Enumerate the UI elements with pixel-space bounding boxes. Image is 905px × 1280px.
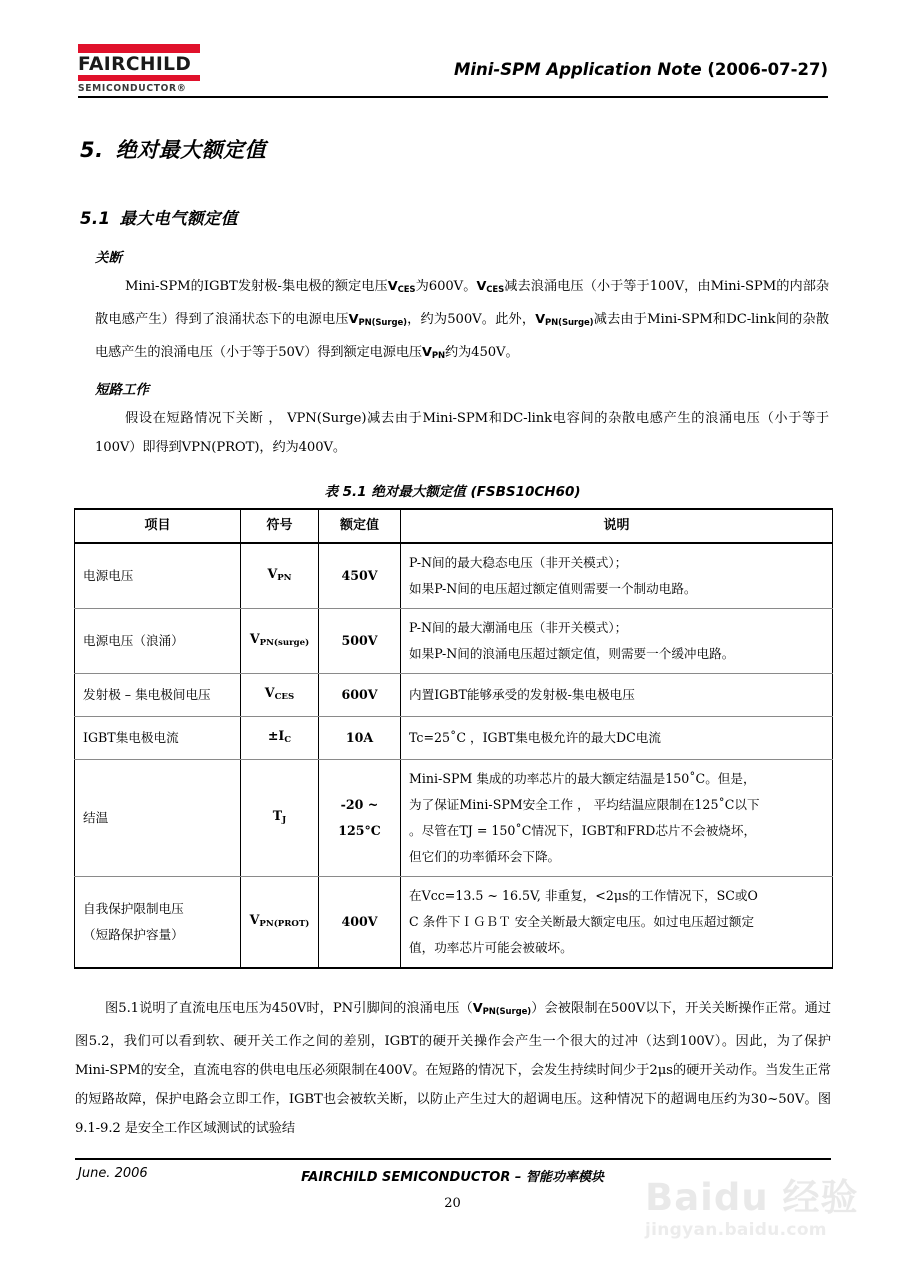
cell-symbol — [241, 759, 319, 876]
cell-rating: 10A — [319, 716, 401, 759]
section-turn-off-title: 关断 — [95, 250, 122, 266]
table-row — [75, 759, 833, 876]
cell-description-line: Tc=25˚C ，IGBT集电极允许的最大DC电流 — [409, 729, 661, 745]
cell-description-line: 。尽管在TJ = 150˚C情况下，IGBT和FRD芯片不会被烧坏， — [409, 822, 757, 838]
table-row — [75, 543, 833, 609]
cell-symbol — [241, 609, 319, 674]
header-title-italic: Mini-SPM Application Note — [453, 60, 708, 79]
watermark-url: jingyan.baidu.com — [645, 1220, 827, 1240]
cell-description — [401, 609, 833, 674]
section-turn-off — [95, 246, 829, 371]
logo-red-bar-mid — [78, 75, 200, 81]
footer-company: FAIRCHILD SEMICONDUCTOR – 智能功率模块 — [301, 1170, 604, 1185]
cell-item: IGBT集电极电流 — [75, 716, 241, 759]
cell-symbol — [241, 674, 319, 717]
subsection-title: 最大电气额定值 — [119, 209, 238, 228]
header-divider — [78, 96, 828, 98]
cell-description — [401, 716, 833, 759]
header-title — [454, 60, 828, 79]
cell-rating — [319, 759, 401, 876]
cell-description-line: 值，功率芯片可能会被破坏。 — [409, 939, 573, 955]
cell-item: 结温 — [75, 759, 241, 876]
symbol-main: V — [249, 631, 260, 647]
cell-description-line: 为了保证Mini-SPM安全工作 ， 平均结温应限制在125˚C以下 — [409, 796, 760, 812]
spec-table-wrapper — [74, 508, 832, 969]
cell-item-line: 自我保护限制电压 — [83, 900, 184, 916]
cell-item-line: （短路保护容量） — [83, 926, 184, 942]
symbol-main: V — [249, 911, 260, 927]
section-short-circuit-paragraph: 假设在短路情况下关断 ， VPN(Surge)减去由于Mini-SPM和DC-link电容间的杂散电感产生的浪涌电压（小于等于100V）即得到VPN(PROT)，约为400V。 — [95, 411, 829, 455]
symbol-main: ±I — [267, 727, 285, 743]
symbol-subscript: C — [284, 734, 292, 745]
page-header — [78, 44, 828, 100]
header-title-date: (2006-07-27) — [707, 60, 828, 79]
cell-description-line: C 条件下ＩＧＢＴ 安全关断最大额定电压。如过电压超过额定 — [409, 913, 755, 929]
symbol-main: V — [264, 685, 275, 700]
cell-description-line: 如果P-N间的电压超过额定值则需要一个制动电路。 — [409, 581, 697, 596]
cell-rating: 450V — [319, 543, 401, 609]
cell-item: 电源电压（浪涌） — [75, 609, 241, 674]
cell-description-line: 在Vcc=13.5 ~ 16.5V, 非重复，<2μs的工作情况下，SC或O — [409, 887, 758, 903]
logo-red-bar-top — [78, 44, 200, 53]
subsection-heading-5-1 — [80, 205, 238, 229]
cell-description-line: P-N间的最大潮涌电压（非开关模式）； — [409, 620, 628, 635]
section-short-circuit — [95, 378, 829, 462]
footer-date: June. 2006 — [78, 1166, 148, 1181]
closing-paragraph: 图5.1说明了直流电压电压为450V时，PN引脚间的浪涌电压$(V_{PN(Surge)})$会被限制在500V以下，开关关断操作正常。通过图5.2，我们可以看到软、硬开关工作之间的差别，IGBT的硬开关操作会产生一个很大的过冲（达到100V）。因此，为了保护Mini-SPM的安全，直流电容的供电电压必须限制在400V。在短路的情况下，会发生持续时间少于2μs的硬开关动作。当发生正常的短路故障，保护电路会立即工作，IGBT也会被软关断，以防止产生过大的超调电压。这种情况下的超调电压约为30~50V。图 9.1-9.2 是安全工作区域测试的试验结 — [75, 1001, 831, 1136]
col-header-item: 项目 — [75, 509, 241, 543]
table-row — [75, 609, 833, 674]
cell-symbol — [241, 716, 319, 759]
col-header-symbol: 符号 — [241, 509, 319, 543]
cell-rating-line: 125°C — [338, 822, 381, 838]
cell-description — [401, 876, 833, 968]
cell-description — [401, 543, 833, 609]
cell-item: 发射极 – 集电极间电压 — [75, 674, 241, 717]
table-header-row — [75, 509, 833, 543]
section-turn-off-paragraph: Mini-SPM的IGBT发射极-集电极的额定电压$V_{CES}$为600V。$V_{CES}$减去浪涌电压（小于等于100V，由Mini-SPM的内部杂散电感产生）得到了浪涌状态下的电源电压$V_{PN(Surge)}$，约为500V。此外，$V_{PN(Surge)}$减去由于Mini-SPM和DC-link间的杂散电感产生的浪涌电压（小于等于50V）得到额定电源电压$V_{PN}$约为450V。 — [95, 279, 829, 361]
absolute-maximum-ratings-table — [74, 508, 833, 969]
cell-rating: 600V — [319, 674, 401, 717]
fairchild-logo — [78, 44, 206, 94]
cell-description — [401, 674, 833, 717]
cell-rating: 400V — [319, 876, 401, 968]
cell-item: 电源电压 — [75, 543, 241, 609]
symbol-subscript: PN(surge) — [259, 637, 310, 648]
section-heading-5 — [80, 134, 266, 164]
subsection-number: 5.1 — [80, 209, 111, 228]
col-header-rating: 额定值 — [319, 509, 401, 543]
logo-subtitle: SEMICONDUCTOR® — [78, 83, 187, 94]
cell-symbol — [241, 876, 319, 968]
cell-description-line: 但它们的功率循环会下降。 — [409, 848, 561, 864]
symbol-subscript: J — [282, 814, 287, 825]
page-number: 20 — [444, 1196, 461, 1211]
cell-description-line: 内置IGBT能够承受的发射极-集电极电压 — [409, 686, 635, 702]
table-row — [75, 876, 833, 968]
table-row — [75, 716, 833, 759]
table-caption: 表 5.1 绝对最大额定值 (FSBS10CH60) — [324, 484, 581, 500]
logo-wordmark: FAIRCHILD — [78, 53, 192, 75]
symbol-main: T — [272, 807, 283, 823]
cell-description — [401, 759, 833, 876]
watermark-brand: Baidu 经验 — [645, 1176, 859, 1219]
col-header-description: 说明 — [401, 509, 833, 543]
section-title: 绝对最大额定值 — [115, 138, 267, 162]
symbol-main: V — [267, 566, 278, 582]
cell-symbol — [241, 543, 319, 609]
section-number: 5. — [80, 138, 104, 162]
cell-rating: 500V — [319, 609, 401, 674]
section-short-circuit-title: 短路工作 — [95, 382, 149, 398]
symbol-subscript: PN(PROT) — [259, 918, 310, 929]
footer-divider — [75, 1158, 831, 1160]
symbol-subscript: CES — [274, 691, 295, 702]
cell-item — [75, 876, 241, 968]
cell-description-line: Mini-SPM 集成的功率芯片的最大额定结温是150˚C。但是， — [409, 770, 756, 786]
table-row — [75, 674, 833, 717]
cell-description-line: 如果P-N间的浪涌电压超过额定值，则需要一个缓冲电路。 — [409, 646, 735, 661]
cell-rating-line: -20 ~ — [340, 796, 379, 812]
cell-description-line: P-N间的最大稳态电压（非开关模式）； — [409, 555, 628, 570]
closing-paragraph-block — [75, 994, 831, 1143]
symbol-subscript: PN — [277, 572, 292, 583]
